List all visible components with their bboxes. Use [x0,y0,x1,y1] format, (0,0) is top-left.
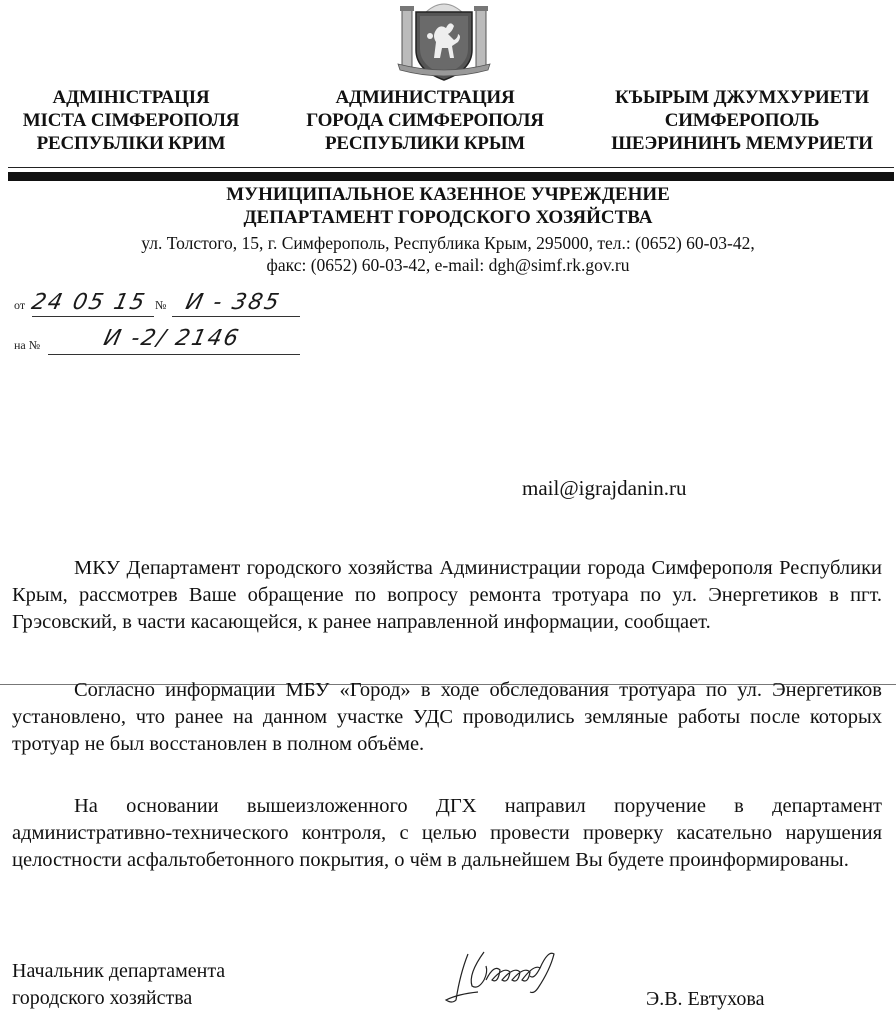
header-russian-line: ГОРОДА СИМФЕРОПОЛЯ [306,110,544,131]
body-paragraph: МКУ Департамент городского хозяйства Администрации города Симферополя Республики Крым, рассмотрев Ваше обращение по вопросу ремонта тротуара по ул. Энергетиков в пгт. Грэсовский, в части касающейся, к ранее направленной информации, сообщает. [12,557,882,633]
number-label: № [155,298,167,312]
header-divider-thin [8,167,894,168]
signatory-title-line: Начальник департамента [12,960,226,982]
header-crimean-tatar [588,86,896,155]
reply-label-wrap [14,336,40,354]
registration-date-row [14,296,25,314]
date-field [29,290,154,317]
signatory-title [12,958,225,1012]
signatory-title-line: городского хозяйства [12,987,193,1009]
organization-name [0,183,896,229]
number-label-wrap [155,296,166,314]
from-label: от [14,298,26,312]
handwritten-number: И - 385 [183,290,284,315]
recipient-email: mail@igrajdanin.ru [522,476,687,500]
header-russian-line: РЕСПУБЛИКИ КРЫМ [324,133,526,154]
body-paragraph: Согласно информации МБУ «Город» в ходе обследования тротуара по ул. Энергетиков установлено, что ранее на данном участке УДС проводились земляные работы после которых тротуар не был восстановлен в полном объёме. [12,679,882,755]
letter-body-2 [12,677,882,758]
header-ukrainian [0,86,262,155]
header-crimean-tatar-line: СИМФЕРОПОЛЬ [664,110,820,131]
handwritten-reply-number: И -2/ 2146 [101,326,243,351]
header-ukrainian-line: МІСТА СІМФЕРОПОЛЯ [22,110,240,131]
header-divider-thick [8,172,894,181]
signatory-name: Э.В. Евтухова [646,988,765,1010]
body-paragraph: На основании вышеизложенного ДГХ направил поручение в департамент административно-технического контроля, с целью провести проверку касательно нарушения целостности асфальтобетонного покрытия, о чём в дальнейшем Вы будете проинформированы. [12,795,882,871]
number-field [172,290,300,317]
reply-number-field [48,326,300,355]
letter-body-3 [12,793,882,874]
header-crimean-tatar-line: ШЕЭРИНИНЪ МЕМУРИЕТИ [611,133,873,154]
header-ukrainian-line: АДМІНІСТРАЦІЯ [52,87,210,108]
handwritten-signature-icon [438,944,608,1006]
organization-line: ДЕПАРТАМЕНТ ГОРОДСКОГО ХОЗЯЙСТВА [243,207,653,228]
letter-body [12,555,882,636]
organization-address [0,232,896,276]
reply-number-label: на № [14,338,41,352]
address-line: ул. Толстого, 15, г. Симферополь, Республика Крым, 295000, тел.: (0652) 60-03-42, [141,233,755,253]
handwritten-date: 24 05 15 [29,290,149,315]
header-ukrainian-line: РЕСПУБЛІКИ КРИМ [36,133,226,154]
header-russian-line: АДМИНИСТРАЦИЯ [335,87,515,108]
header-crimean-tatar-line: КЪЫРЫМ ДЖУМХУРИЕТИ [615,87,869,108]
header-russian [280,86,570,155]
organization-line: МУНИЦИПАЛЬНОЕ КАЗЕННОЕ УЧРЕЖДЕНИЕ [226,184,670,205]
address-line: факс: (0652) 60-03-42, e-mail: dgh@simf.rk.gov.ru [266,255,630,275]
crimea-coat-of-arms-icon [384,2,504,82]
